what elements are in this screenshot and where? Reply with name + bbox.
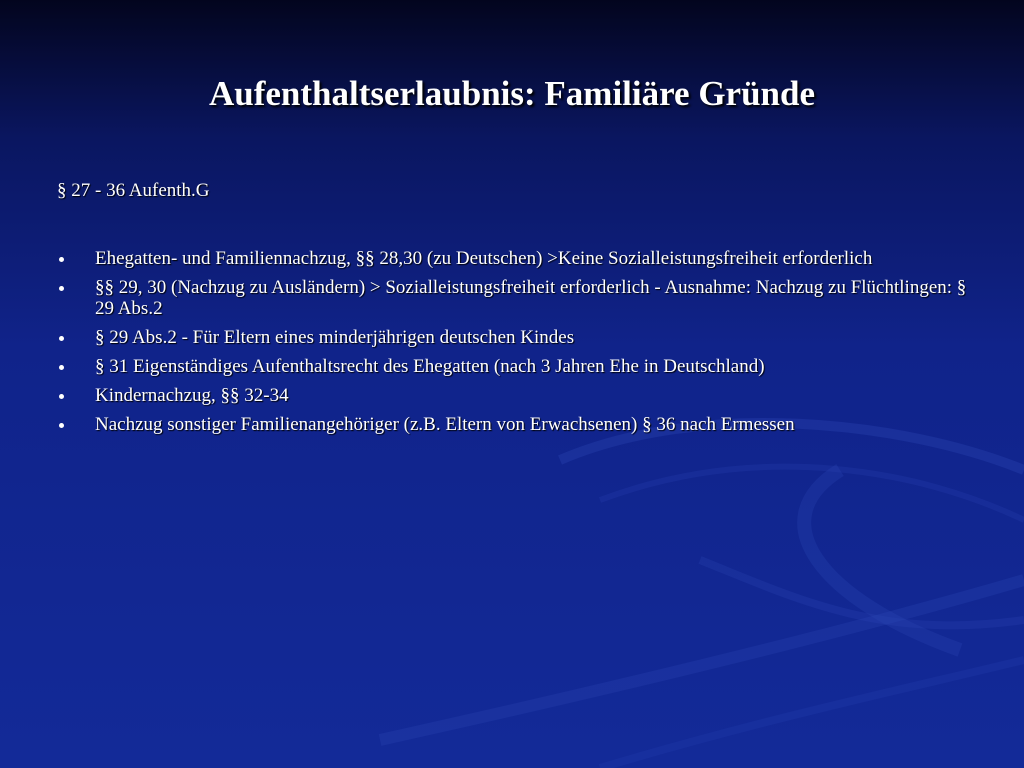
bullet-icon — [59, 257, 64, 262]
list-item-text: Nachzug sonstiger Familienangehöriger (z.B. Eltern von Erwachsenen) § 36 nach Ermessen — [95, 414, 795, 435]
bullet-icon — [59, 423, 64, 428]
list-item-text: §§ 29, 30 (Nachzug zu Ausländern) > Sozialleistungsfreiheit erforderlich - Ausnahme: Nachzug zu Flüchtlingen: § 29 Abs.2 — [95, 277, 967, 319]
list-item-text: Kindernachzug, §§ 32-34 — [95, 385, 289, 406]
list-item-text: § 29 Abs.2 - Für Eltern eines minderjährigen deutschen Kindes — [95, 327, 575, 348]
list-item — [57, 385, 977, 406]
law-reference: § 27 - 36 Aufenth.G — [57, 180, 210, 201]
bullet-icon — [59, 394, 64, 399]
list-item — [57, 327, 977, 348]
slide-title: Aufenthaltserlaubnis: Familiäre Gründe — [208, 74, 816, 113]
list-item-text: Ehegatten- und Familiennachzug, §§ 28,30 (zu Deutschen) >Keine Sozialleistungsfreiheit erforderlich — [95, 248, 873, 269]
bullet-list — [57, 248, 977, 443]
list-item — [57, 277, 977, 319]
list-item — [57, 248, 977, 269]
list-item-text: § 31 Eigenständiges Aufenthaltsrecht des Ehegatten (nach 3 Jahren Ehe in Deutschland) — [95, 356, 765, 377]
bullet-icon — [59, 286, 64, 291]
bullet-icon — [59, 336, 64, 341]
list-item — [57, 414, 977, 435]
list-item — [57, 356, 977, 377]
bullet-icon — [59, 365, 64, 370]
